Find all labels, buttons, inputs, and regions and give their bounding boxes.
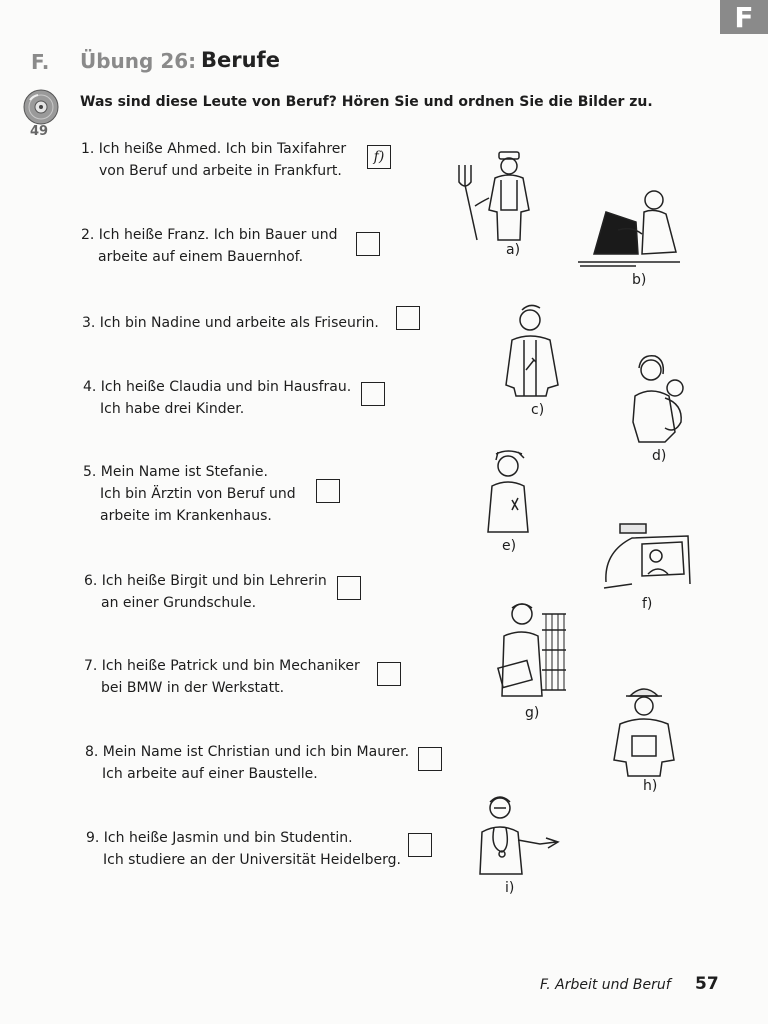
item-line: 6. Ich heiße Birgit und bin Lehrerin <box>84 573 327 589</box>
answer-box-3[interactable] <box>396 306 420 330</box>
item-line: Ich studiere an der Universität Heidelberg. <box>103 852 401 868</box>
item-line: 4. Ich heiße Claudia und bin Hausfrau. <box>83 379 352 395</box>
item-line: 1. Ich heiße Ahmed. Ich bin Taxifahrer <box>81 141 347 157</box>
bricklayer-illustration[interactable] <box>610 680 680 780</box>
taxi-driver-illustration[interactable] <box>602 522 692 592</box>
answer-box-5[interactable] <box>316 479 340 503</box>
hairdresser-illustration[interactable] <box>576 182 684 270</box>
item-line: arbeite auf einem Bauernhof. <box>98 249 304 265</box>
chapter-tab: F <box>720 0 768 34</box>
item-line: Ich habe drei Kinder. <box>100 401 245 417</box>
exercise-item-2 <box>81 224 337 268</box>
student-illustration[interactable] <box>478 448 538 536</box>
instruction: Was sind diese Leute von Beruf? Hören Sie und ordnen Sie die Bilder zu. <box>80 94 653 110</box>
farmer-illustration[interactable] <box>455 150 545 245</box>
doctor-illustration[interactable] <box>476 792 562 876</box>
exercise-item-1 <box>81 138 346 182</box>
item-line: 7. Ich heiße Patrick und bin Mechaniker <box>84 658 360 674</box>
exercise-number: Übung 26: <box>80 49 197 73</box>
section-letter: F. <box>31 50 50 74</box>
picture-label-i: i) <box>505 880 515 896</box>
teacher-illustration[interactable] <box>496 600 570 700</box>
mechanic-illustration[interactable] <box>500 300 570 400</box>
picture-label-f: f) <box>642 596 653 612</box>
picture-label-e: e) <box>502 538 517 554</box>
picture-label-b: b) <box>632 272 647 288</box>
picture-label-h: h) <box>643 778 658 794</box>
item-line: bei BMW in der Werkstatt. <box>101 680 285 696</box>
exercise-item-5 <box>83 461 296 527</box>
item-line: von Beruf und arbeite in Frankfurt. <box>99 163 342 179</box>
picture-label-c: c) <box>531 402 545 418</box>
exercise-item-7 <box>84 655 360 699</box>
page-number: 57 <box>695 974 719 994</box>
answer-box-1[interactable]: f) <box>367 145 391 169</box>
item-line: arbeite im Krankenhaus. <box>100 508 272 524</box>
exercise-item-4 <box>83 376 351 420</box>
item-line: 3. Ich bin Nadine und arbeite als Friseurin. <box>82 315 379 331</box>
exercise-item-9 <box>86 827 401 871</box>
item-line: Ich bin Ärztin von Beruf und <box>100 486 296 502</box>
audio-track-number: 49 <box>30 124 49 139</box>
item-line: Ich arbeite auf einer Baustelle. <box>102 766 318 782</box>
picture-label-d: d) <box>652 448 667 464</box>
picture-label-a: a) <box>506 242 521 258</box>
answer-box-4[interactable] <box>361 382 385 406</box>
item-line: 2. Ich heiße Franz. Ich bin Bauer und <box>81 227 338 243</box>
item-line: 8. Mein Name ist Christian und ich bin Maurer. <box>85 744 410 760</box>
picture-label-g: g) <box>525 705 540 721</box>
answer-box-2[interactable] <box>356 232 380 256</box>
mother-illustration[interactable] <box>625 352 695 447</box>
item-line: 9. Ich heiße Jasmin und bin Studentin. <box>86 830 353 846</box>
answer-box-8[interactable] <box>418 747 442 771</box>
exercise-item-8 <box>85 741 409 785</box>
answer-box-6[interactable] <box>337 576 361 600</box>
answer-box-7[interactable] <box>377 662 401 686</box>
item-line: an einer Grundschule. <box>101 595 257 611</box>
footer-chapter: F. Arbeit und Beruf <box>540 977 671 993</box>
exercise-item-6 <box>84 570 327 614</box>
item-line: 5. Mein Name ist Stefanie. <box>83 464 268 480</box>
exercise-topic: Berufe <box>201 48 280 72</box>
exercise-item-3 <box>82 312 379 334</box>
answer-box-9[interactable] <box>408 833 432 857</box>
cd-icon[interactable] <box>22 88 60 126</box>
